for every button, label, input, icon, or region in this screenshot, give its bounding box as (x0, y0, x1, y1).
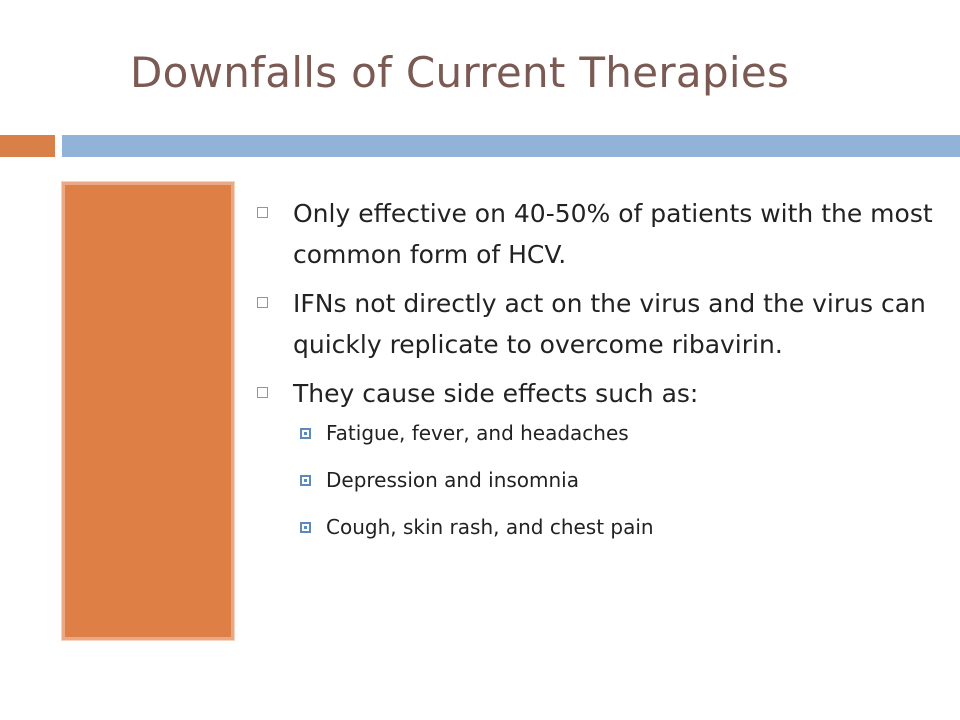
framed-square-icon (300, 428, 311, 439)
bullet-item (257, 193, 947, 275)
bullet-list (257, 193, 947, 539)
sub-bullet-text: Fatigue, fever, and headaches (326, 421, 629, 445)
framed-square-icon (300, 475, 311, 486)
slide-title: Downfalls of Current Therapies (130, 48, 790, 97)
bullet-item (257, 283, 947, 365)
accent-bar-orange (0, 135, 55, 157)
sub-bullet-item (300, 468, 947, 492)
accent-bar-blue (62, 135, 960, 157)
sub-bullet-text: Cough, skin rash, and chest pain (326, 515, 654, 539)
hollow-square-icon (257, 387, 268, 398)
bullet-item (257, 373, 947, 539)
hollow-square-icon (257, 207, 268, 218)
bullet-text: They cause side effects such as: (293, 379, 699, 408)
sub-bullet-item (300, 515, 947, 539)
sub-bullet-item (300, 421, 947, 445)
decorative-side-panel (62, 182, 234, 640)
sub-bullet-text: Depression and insomnia (326, 468, 579, 492)
bullet-text: IFNs not directly act on the virus and the virus can quickly replicate to overcome ribavirin. (293, 289, 926, 359)
hollow-square-icon (257, 297, 268, 308)
bullet-text: Only effective on 40-50% of patients with the most common form of HCV. (293, 199, 933, 269)
framed-square-icon (300, 522, 311, 533)
sub-bullet-list (293, 421, 947, 539)
